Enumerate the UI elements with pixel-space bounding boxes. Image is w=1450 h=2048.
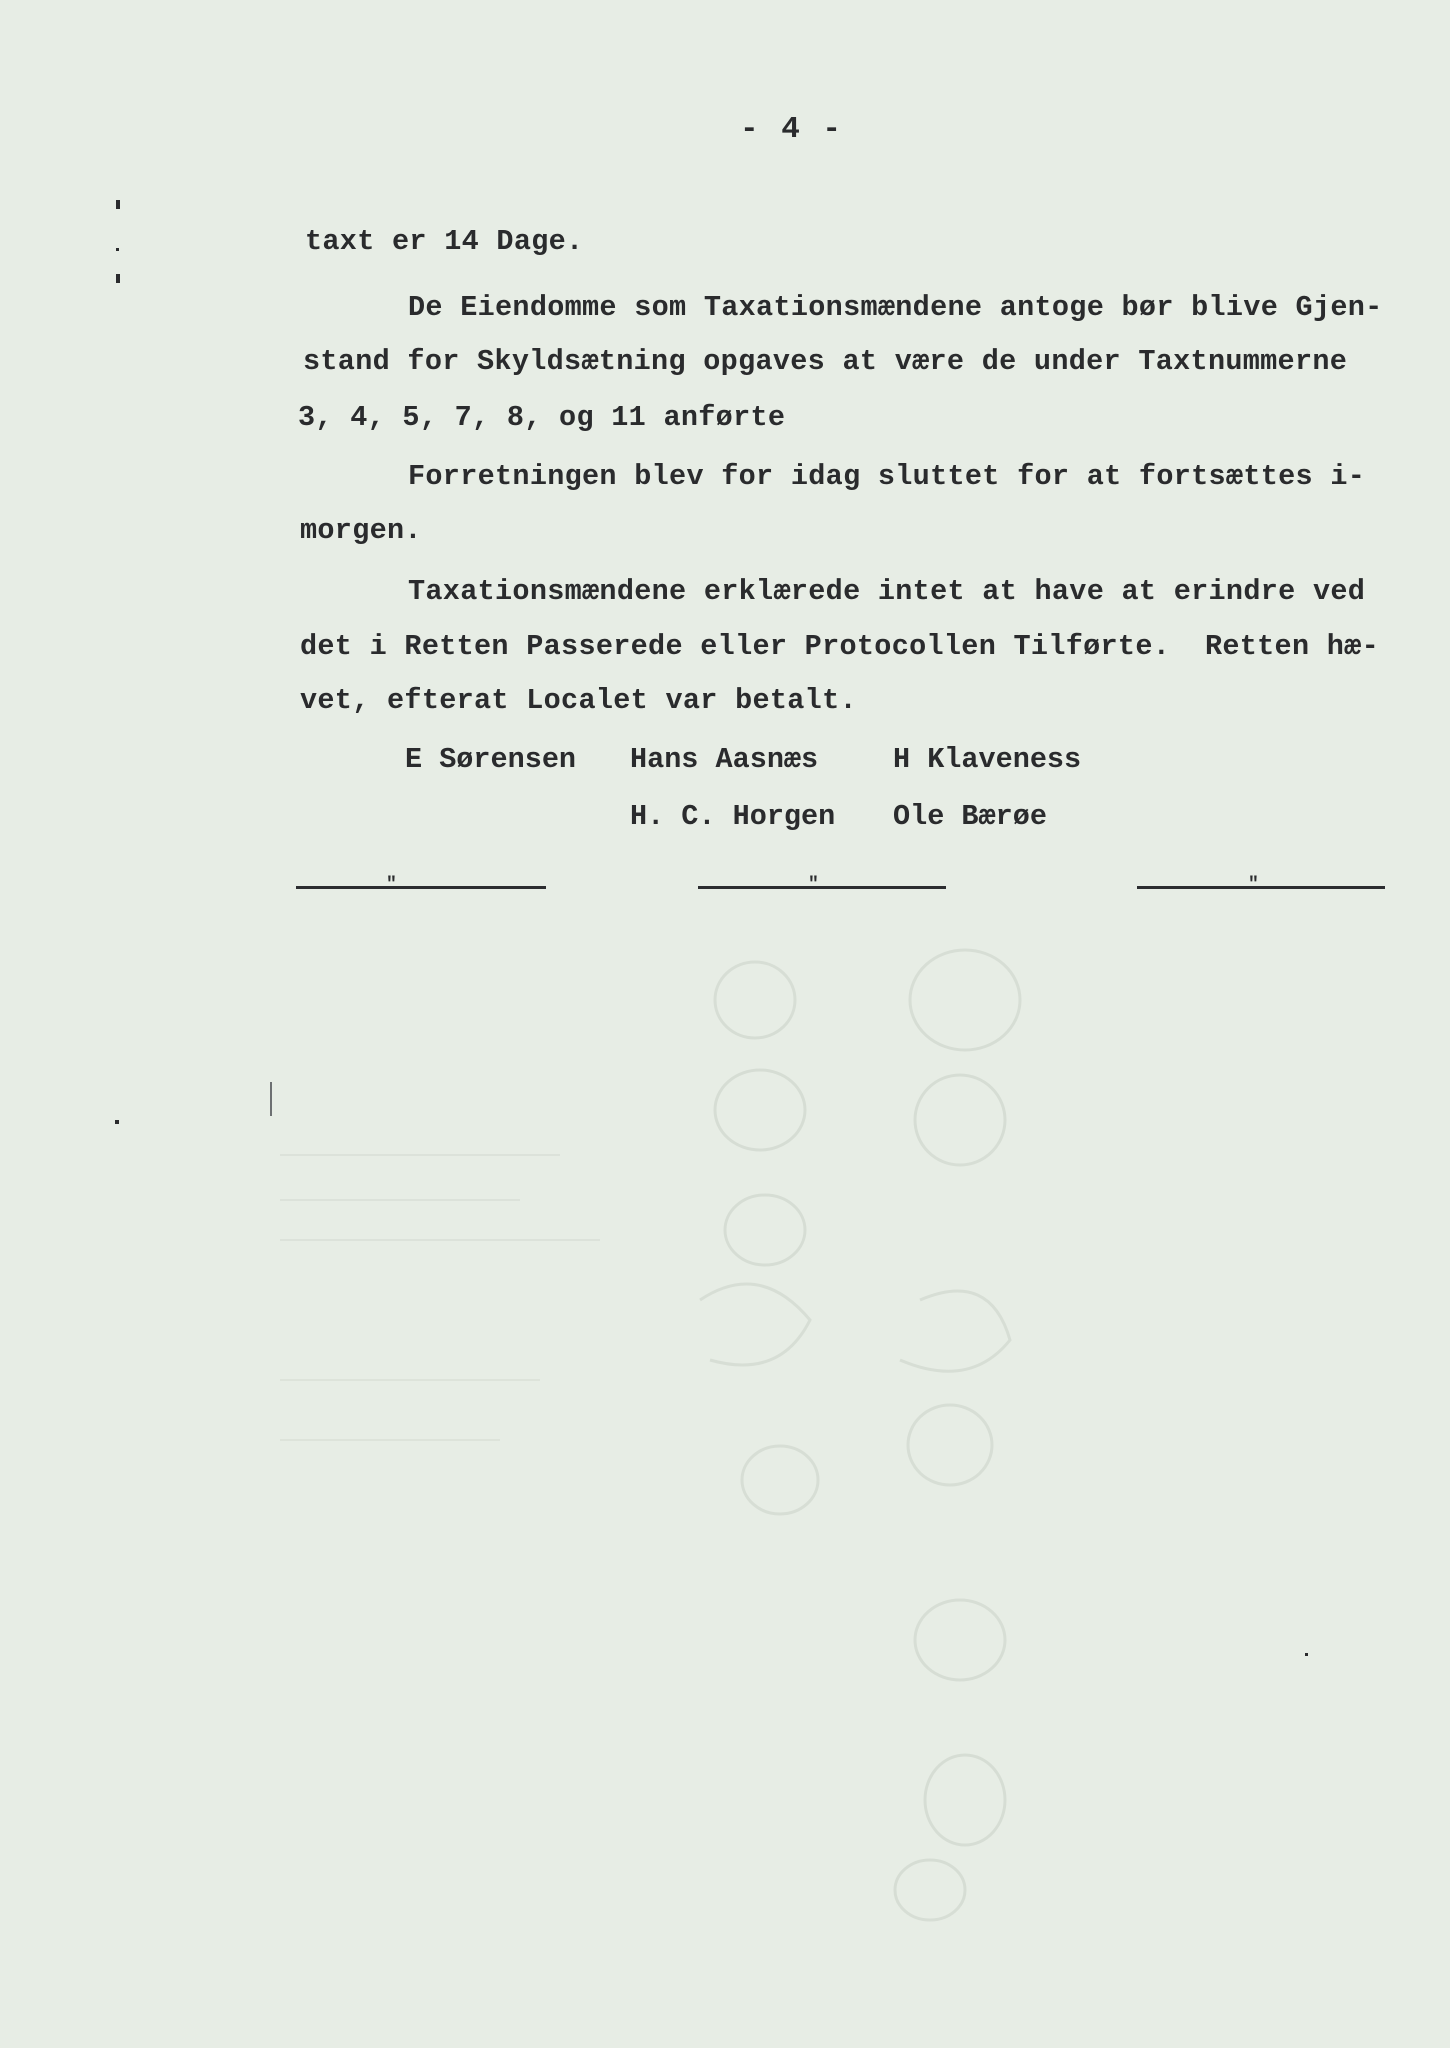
signature-h-c-horgen: H. C. Horgen bbox=[630, 800, 836, 833]
margin-mark bbox=[1305, 1653, 1308, 1656]
body-line-9: vet, efterat Localet var betalt. bbox=[300, 684, 857, 717]
body-line-3: stand for Skyldsætning opgaves at være de under Taxtnummerne bbox=[303, 345, 1348, 378]
ditto-mark-right: " bbox=[1248, 875, 1259, 895]
signature-ole-baeroe: Ole Bærøe bbox=[893, 800, 1047, 833]
separator-rule-right bbox=[1137, 886, 1385, 889]
page-number: - 4 - bbox=[740, 112, 844, 147]
margin-mark bbox=[116, 248, 119, 251]
ditto-mark-center: " bbox=[808, 875, 819, 895]
body-line-7: Taxationsmændene erklærede intet at have at erindre ved bbox=[408, 575, 1366, 608]
body-line-4: 3, 4, 5, 7, 8, og 11 anførte bbox=[298, 401, 786, 434]
margin-mark bbox=[116, 200, 120, 209]
margin-mark bbox=[115, 1120, 119, 1124]
margin-mark bbox=[270, 1082, 272, 1116]
body-line-1: taxt er 14 Dage. bbox=[305, 225, 584, 258]
separator-rule-center bbox=[698, 886, 946, 889]
ditto-mark-left: " bbox=[386, 875, 397, 895]
signature-hans-aasnaes: Hans Aasnæs bbox=[630, 743, 819, 776]
signature-e-sorensen: E Sørensen bbox=[405, 743, 577, 776]
body-line-2: De Eiendomme som Taxationsmændene antoge bør blive Gjen- bbox=[408, 291, 1383, 324]
separator-rule-left bbox=[296, 886, 546, 889]
signature-h-klaveness: H Klaveness bbox=[893, 743, 1082, 776]
margin-mark bbox=[116, 274, 120, 283]
body-line-6: morgen. bbox=[300, 514, 422, 547]
body-line-8: det i Retten Passerede eller Protocollen Tilførte. Retten hæ- bbox=[300, 630, 1379, 663]
body-line-5: Forretningen blev for idag sluttet for at fortsættes i- bbox=[408, 460, 1366, 493]
